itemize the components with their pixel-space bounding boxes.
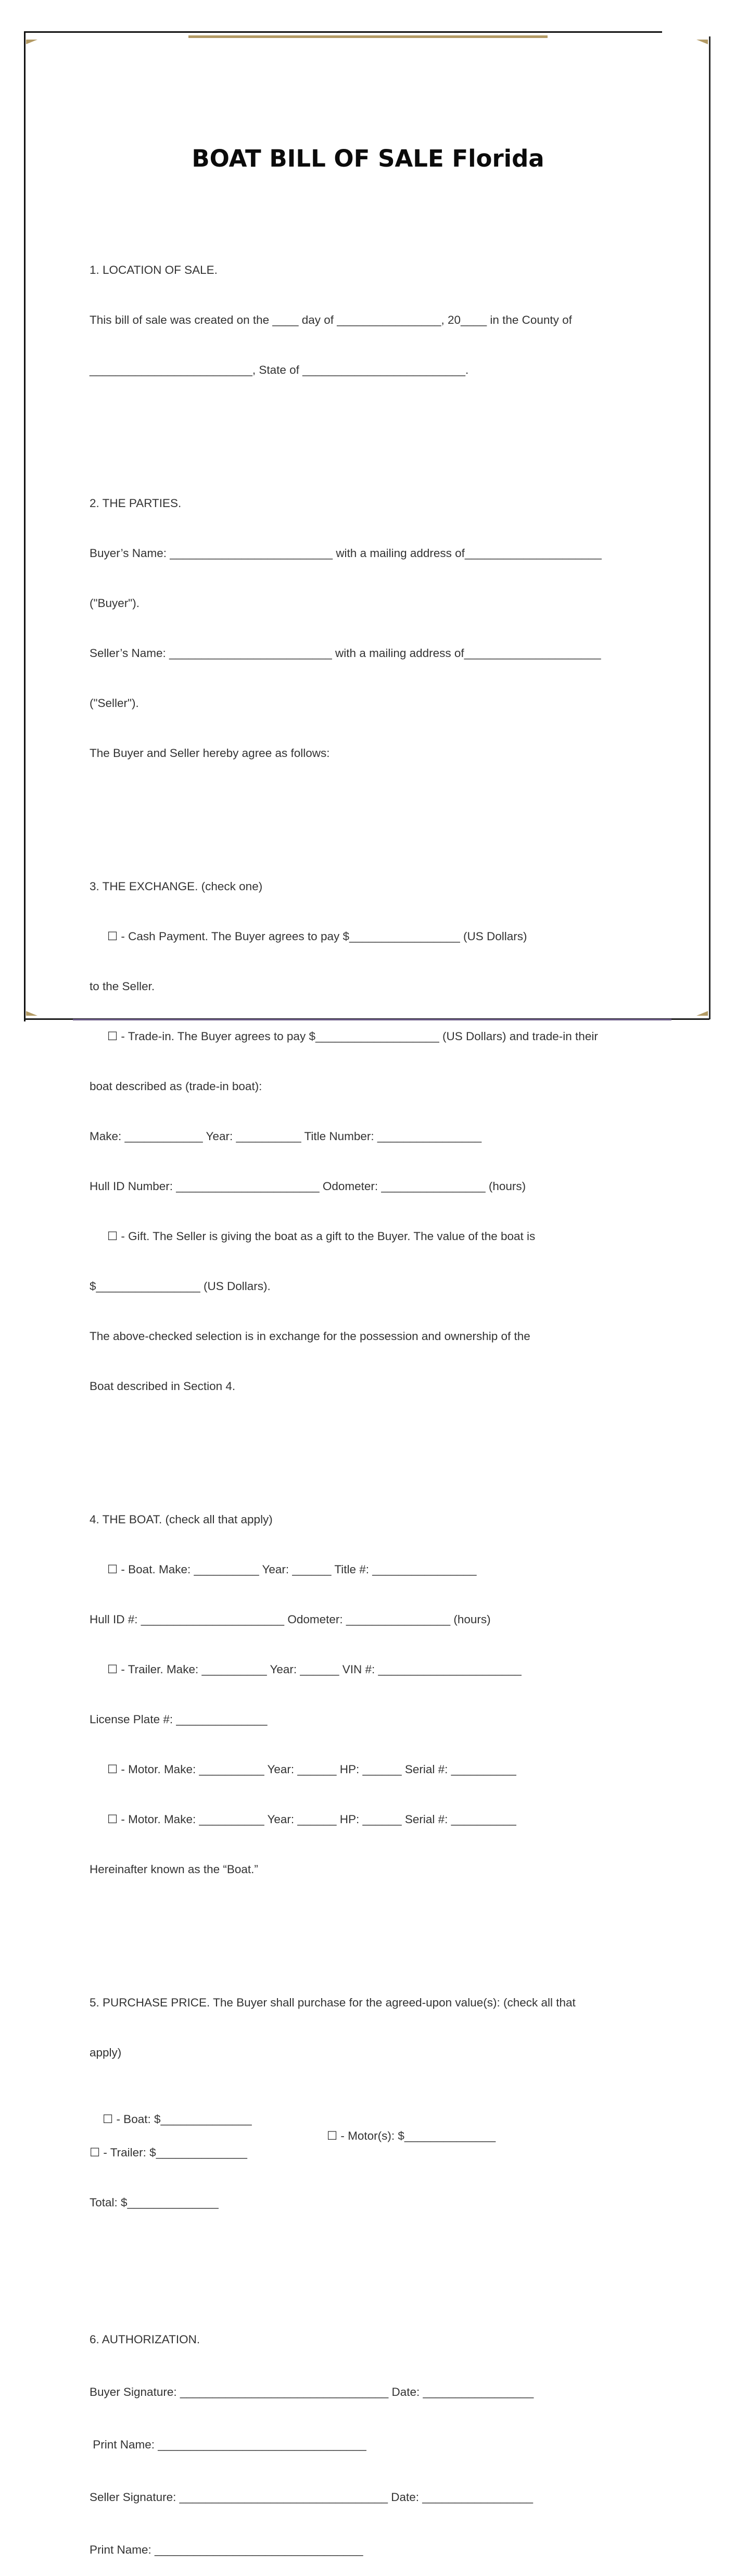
- trade-in-option[interactable]: ☐ - Trade-in. The Buyer agrees to pay $___________________ (US Dollars) and trade-in their: [107, 1030, 598, 1043]
- gift-option[interactable]: ☐ - Gift. The Seller is giving the boat as a gift to the Buyer. The value of the boat is: [107, 1230, 536, 1243]
- spacer: [90, 1428, 652, 1445]
- cash-payment-continuation: to the Seller.: [90, 980, 155, 993]
- spacer: [90, 795, 652, 812]
- spacer: [90, 1911, 652, 1928]
- page-frame-left-border: [24, 31, 26, 1021]
- license-plate-line[interactable]: License Plate #: ______________: [90, 1713, 268, 1726]
- section-5-heading: 5. PURCHASE PRICE. The Buyer shall purchase for the agreed-upon value(s): (check all that: [90, 1996, 576, 2009]
- gift-value-line[interactable]: $________________ (US Dollars).: [90, 1280, 271, 1293]
- trailer-price-option[interactable]: ☐ - Trailer: $______________: [90, 2146, 247, 2159]
- section-1-heading: 1. LOCATION OF SALE.: [90, 263, 218, 276]
- sale-date-county-line[interactable]: This bill of sale was created on the ____ day of ________________, 20____ in the County of: [90, 313, 572, 326]
- section-5-heading-continuation: apply): [90, 2046, 122, 2059]
- corner-ornament-bottom-left: [26, 1011, 37, 1016]
- price-row-boat-motors: [90, 2094, 652, 2142]
- corner-ornament-bottom-right: [696, 1011, 708, 1016]
- seller-signature-line[interactable]: Seller Signature: ________________________________ Date: _________________: [90, 2491, 534, 2504]
- buyer-name-address-line[interactable]: Buyer’s Name: _________________________ with a mailing address of_____________________: [90, 547, 602, 560]
- county-state-line[interactable]: _________________________, State of _________________________.: [90, 363, 469, 376]
- seller-name-address-line[interactable]: Seller’s Name: _________________________ with a mailing address of_____________________: [90, 647, 601, 660]
- total-price-line[interactable]: Total: $______________: [90, 2196, 219, 2209]
- motor-option-2[interactable]: ☐ - Motor. Make: __________ Year: ______ HP: ______ Serial #: __________: [107, 1813, 516, 1826]
- boat-option[interactable]: ☐ - Boat. Make: __________ Year: ______ Title #: ________________: [107, 1563, 477, 1576]
- exchange-note-line-1: The above-checked selection is in exchange for the possession and ownership of the: [90, 1330, 530, 1343]
- page-frame-top-border: [24, 31, 662, 33]
- agreement-statement: The Buyer and Seller hereby agree as follows:: [90, 747, 330, 760]
- section-2-heading: 2. THE PARTIES.: [90, 497, 182, 510]
- page-frame-right-border: [709, 36, 710, 1019]
- seller-tag: ("Seller").: [90, 697, 139, 710]
- corner-ornament-top-right: [696, 40, 708, 44]
- spacer: [90, 2244, 652, 2263]
- boat-definition: Hereinafter known as the “Boat.”: [90, 1863, 258, 1876]
- boat-hull-odometer-line[interactable]: Hull ID #: ______________________ Odometer: ________________ (hours): [90, 1613, 491, 1626]
- trailer-option[interactable]: ☐ - Trailer. Make: __________ Year: ______ VIN #: ______________________: [107, 1663, 522, 1676]
- trade-in-hull-odometer-line[interactable]: Hull ID Number: ______________________ Odometer: ________________ (hours): [90, 1180, 526, 1193]
- exchange-note-line-2: Boat described in Section 4.: [90, 1380, 236, 1393]
- buyer-signature-line[interactable]: Buyer Signature: ________________________________ Date: _________________: [90, 2385, 534, 2398]
- spacer: [90, 412, 652, 428]
- seller-print-name-line[interactable]: Print Name: ________________________________: [90, 2543, 363, 2556]
- header-gold-bar: [188, 35, 548, 38]
- corner-ornament-top-left: [26, 40, 37, 44]
- trade-in-make-year-title-line[interactable]: Make: ____________ Year: __________ Title Number: ________________: [90, 1130, 482, 1143]
- buyer-print-name-line[interactable]: Print Name: ________________________________: [90, 2438, 366, 2451]
- form-body: [90, 212, 652, 2576]
- motor-option-1[interactable]: ☐ - Motor. Make: __________ Year: ______ HP: ______ Serial #: __________: [107, 1763, 516, 1776]
- section-3-heading: 3. THE EXCHANGE. (check one): [90, 880, 263, 893]
- document-title: BOAT BILL OF SALE Florida: [192, 145, 544, 172]
- boat-price-option[interactable]: ☐ - Boat: $______________: [103, 2113, 252, 2126]
- motors-price-option[interactable]: ☐ - Motor(s): $______________: [327, 2129, 496, 2142]
- section-6-heading: 6. AUTHORIZATION.: [90, 2333, 200, 2346]
- trade-in-continuation: boat described as (trade-in boat):: [90, 1080, 262, 1093]
- section-4-heading: 4. THE BOAT. (check all that apply): [90, 1513, 273, 1526]
- cash-payment-option[interactable]: ☐ - Cash Payment. The Buyer agrees to pay $_________________ (US Dollars): [107, 930, 527, 943]
- buyer-tag: ("Buyer").: [90, 597, 139, 610]
